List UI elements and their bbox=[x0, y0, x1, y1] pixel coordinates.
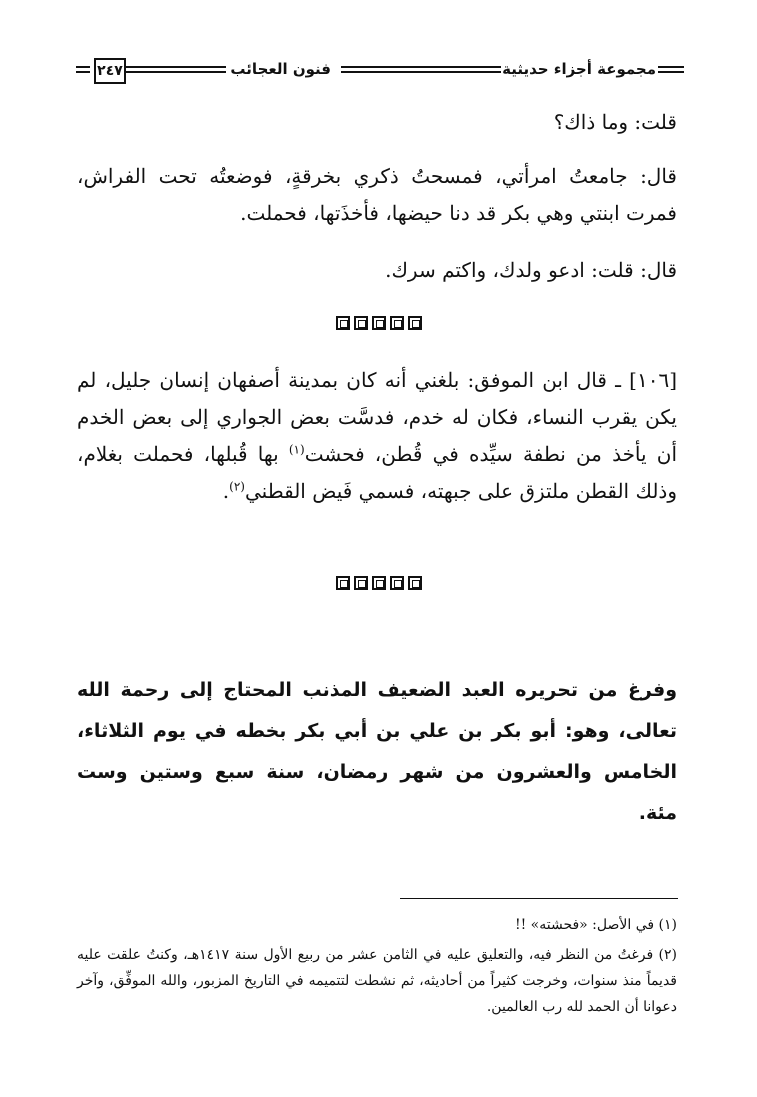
paragraph-answer: قال: جامعتُ امرأتي، فمسحتُ ذكري بخرقةٍ، فوضعتُه تحت الفراش، فمرت ابنتي وهي بكر قد دنا حيضها، فأخذَتها، فحملت. bbox=[77, 164, 677, 225]
separator-square-icon bbox=[354, 316, 368, 330]
colophon: وفرغ من تحريره العبد الضعيف المذنب المحتاج إلى رحمة الله تعالى، وهو: أبو بكر بن علي بن أبي بكر بخطه في يوم الثلاثاء، الخامس والعشرون من شهر رمضان، سنة سبع وستين وست مئة. bbox=[77, 679, 677, 824]
running-header bbox=[76, 56, 684, 88]
footnote-divider bbox=[400, 898, 678, 899]
separator-square-icon bbox=[408, 316, 422, 330]
separator-square-icon bbox=[372, 576, 386, 590]
header-rule-mid-right bbox=[341, 66, 501, 73]
book-title: مجموعة أجزاء حديثية bbox=[502, 60, 656, 78]
header-rule-left bbox=[76, 66, 90, 73]
header-rule-right bbox=[658, 66, 684, 73]
page-number: ٢٤٧ bbox=[94, 58, 126, 84]
section-separator bbox=[0, 316, 757, 330]
footnote-ref-1: (١) bbox=[288, 442, 305, 457]
separator-square-icon bbox=[390, 316, 404, 330]
footnotes bbox=[77, 912, 677, 1024]
separator-square-icon bbox=[372, 316, 386, 330]
section-separator bbox=[0, 576, 757, 590]
paragraph-question: قلت: وما ذاك؟ bbox=[553, 110, 677, 134]
section-title: فنون العجائب bbox=[230, 60, 331, 78]
entry-text-end: . bbox=[222, 479, 230, 503]
separator-square-icon bbox=[336, 576, 350, 590]
entry-number: [١٠٦] bbox=[629, 368, 678, 392]
entry-text-part1: ـ قال ابن الموفق: بلغني أنه كان بمدينة أصفهان إنسان جليل، لم يكن يقرب النساء، فكان له خدم، فدسَّت بعض الجواري إلى بعض الخدم أن يأخذ من نطفة سيِّده في قُطن، فحشت bbox=[77, 368, 678, 466]
footnote-2: (٢) فرغتُ من النظر فيه، والتعليق عليه في الثامن عشر من ربيع الأول سنة ١٤١٧هـ، وكنتُ علقت عليه قديماً منذ سنوات، وخرجت كثيراً من أحاديثه، ثم نشطت لتتميمه في التاريخ المزبور، والله الموفِّق، وآخر دعوانا أن الحمد لله رب العالمين. bbox=[77, 947, 677, 1015]
entry-106 bbox=[77, 362, 677, 510]
separator-square-icon bbox=[354, 576, 368, 590]
separator-square-icon bbox=[390, 576, 404, 590]
paragraph-reply: قال: قلت: ادعو ولدك، واكتم سرك. bbox=[385, 258, 677, 282]
separator-square-icon bbox=[336, 316, 350, 330]
separator-square-icon bbox=[408, 576, 422, 590]
footnote-1: (١) في الأصل: «فحشته» !! bbox=[514, 917, 677, 933]
entry-text-part2: بها قُبلها، فحملت بغلام، وذلك القطن ملتزق على جبهته، فسمي فَيض القطني bbox=[77, 442, 677, 503]
header-rule-mid-left bbox=[126, 66, 226, 73]
footnote-ref-2: (٢) bbox=[229, 479, 245, 494]
